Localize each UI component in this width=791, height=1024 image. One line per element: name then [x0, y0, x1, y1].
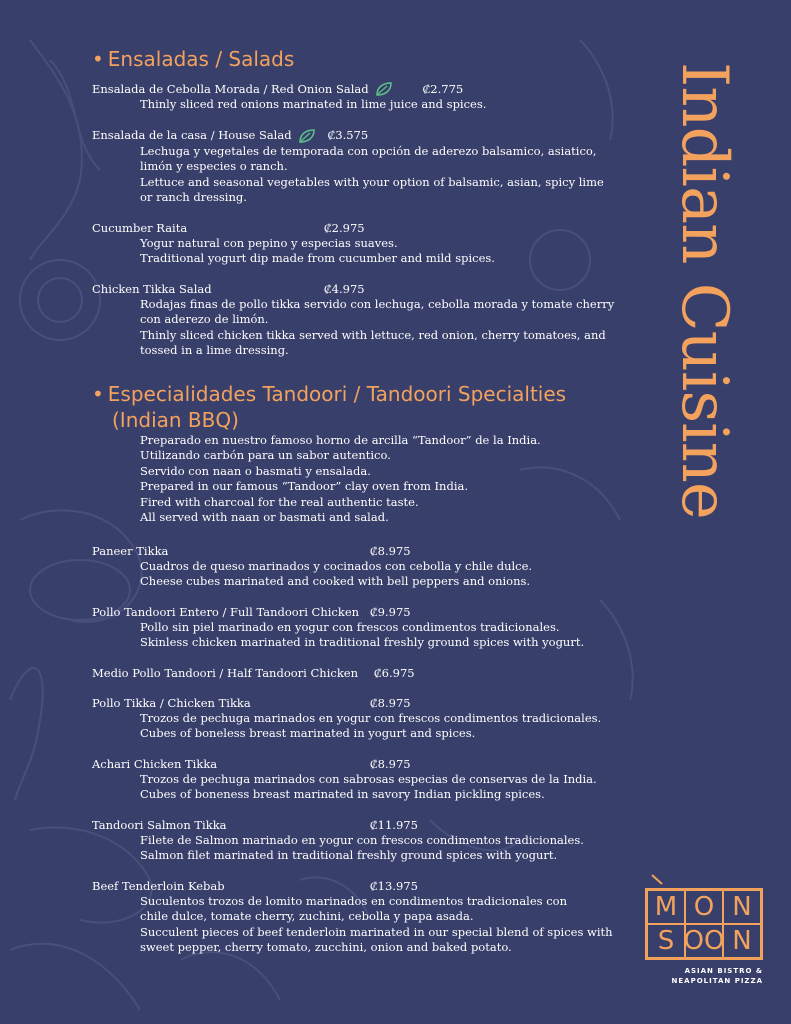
item-description — [92, 97, 622, 113]
item-price: ₡4.975 — [324, 281, 365, 296]
item-price: ₡8.975 — [370, 543, 411, 558]
menu-item — [92, 757, 622, 803]
menu-item — [92, 81, 622, 113]
item-name: Ensalada de Cebolla Morada / Red Onion Salad — [92, 81, 369, 96]
item-price: ₡8.975 — [370, 695, 411, 710]
leaf-icon — [298, 128, 316, 144]
description-line: Cheese cubes marinated and cooked with bell peppers and onions. — [140, 574, 531, 588]
description-line: Lechuga y vegetales de temporada con opción de aderezo balsamico, asiatico, — [140, 143, 597, 158]
description-line: Pollo sin piel marinado en yogur con frescos condimentos tradicionales. — [140, 619, 560, 634]
item-name: Chicken Tikka Salad — [92, 281, 212, 296]
logo-letter: O — [685, 890, 723, 924]
item-price: ₡2.975 — [324, 220, 365, 235]
menu-item — [92, 221, 622, 267]
intro-line: Servido con naan o basmati y ensalada. — [140, 463, 371, 478]
description-line: tossed in a lime dressing. — [140, 343, 289, 357]
item-description — [92, 144, 622, 206]
description-line: Trozos de pechuga marinados con sabrosas especias de conservas de la India. — [140, 771, 597, 786]
logo-accent-icon — [651, 874, 663, 886]
description-line: Cubes of boneness breast marinated in savory Indian pickling spices. — [140, 787, 545, 801]
item-name: Tandoori Salmon Tikka — [92, 817, 227, 832]
item-name: Medio Pollo Tandoori / Half Tandoori Chicken — [92, 665, 358, 680]
item-description — [92, 833, 622, 864]
description-line: Skinless chicken marinated in traditional freshly ground spices with yogurt. — [140, 635, 585, 649]
item-name: Pollo Tandoori Entero / Full Tandoori Chicken — [92, 604, 360, 619]
menu-item — [92, 666, 622, 681]
menu-item — [92, 605, 622, 651]
logo-tagline-line: NEAPOLITAN PIZZA — [671, 977, 763, 985]
description-line: Thinly sliced chicken tikka served with lettuce, red onion, cherry tomatoes, and — [140, 327, 606, 342]
menu-item — [92, 879, 622, 956]
tandoori-title: Especialidades Tandoori / Tandoori Specialties — [107, 381, 567, 406]
item-description — [92, 711, 622, 742]
item-name: Ensalada de la casa / House Salad — [92, 128, 292, 142]
description-line: Succulent pieces of beef tenderloin marinated in our special blend of spices with — [140, 924, 613, 939]
section-title-tandoori — [92, 381, 622, 433]
tandoori-intro — [92, 433, 622, 526]
intro-line: Fired with charcoal for the real authentic taste. — [140, 494, 419, 509]
description-line: or ranch dressing. — [140, 190, 247, 204]
logo-tagline — [645, 966, 763, 986]
description-line: Rodajas finas de pollo tikka servido con lechuga, cebolla morada y tomate cherry — [140, 296, 615, 311]
description-line: Traditional yogurt dip made from cucumber and mild spices. — [140, 251, 495, 265]
tandoori-subtitle: (Indian BBQ) — [112, 407, 239, 432]
item-description — [92, 894, 622, 956]
leaf-icon — [375, 81, 393, 97]
logo-grid — [645, 888, 763, 960]
description-line: Thinly sliced red onions marinated in lime juice and spices. — [140, 97, 487, 111]
item-name: Achari Chicken Tikka — [92, 756, 218, 771]
item-description — [92, 236, 622, 267]
logo-tagline-line: ASIAN BISTRO & — [684, 967, 763, 975]
menu-item — [92, 696, 622, 742]
item-description — [92, 772, 622, 803]
logo-letter: S — [647, 924, 685, 958]
item-price: ₡6.975 — [374, 665, 415, 680]
item-name: Beef Tenderloin Kebab — [92, 878, 225, 893]
item-name: Pollo Tikka / Chicken Tikka — [92, 695, 251, 710]
item-price: ₡2.775 — [422, 81, 464, 96]
description-line: Cubes of boneless breast marinated in yogurt and spices. — [140, 726, 476, 740]
intro-line: Prepared in our famous “Tandoor” clay oven from India. — [140, 479, 469, 493]
description-line: Yogur natural con pepino y especias suaves. — [140, 235, 398, 250]
item-name: Paneer Tikka — [92, 543, 169, 558]
item-price: ₡3.575 — [327, 128, 369, 142]
description-line: Salmon filet marinated in traditional freshly ground spices with yogurt. — [140, 848, 558, 862]
item-price: ₡13.975 — [370, 878, 418, 893]
logo-letter: N — [723, 890, 761, 924]
description-line: Filete de Salmon marinado en yogur con frescos condimentos tradicionales. — [140, 832, 584, 847]
item-description — [92, 620, 622, 651]
description-line: Suculentos trozos de lomito marinados en condimentos tradicionales con — [140, 893, 567, 908]
menu-item — [92, 128, 622, 206]
description-line: Cuadros de queso marinados y cocinados con cebolla y chile dulce. — [140, 558, 533, 573]
menu-item — [92, 282, 622, 359]
intro-line: Utilizando carbón para un sabor autentico. — [140, 448, 391, 462]
bullet-icon: • — [92, 47, 104, 71]
description-line: Lettuce and seasonal vegetables with your option of balsamic, asian, spicy lime — [140, 174, 604, 189]
item-name: Cucumber Raita — [92, 220, 188, 235]
logo-letter — [685, 924, 723, 958]
logo-letter-part: O — [704, 926, 725, 956]
logo-letter-part: O — [683, 926, 704, 956]
item-description — [92, 559, 622, 590]
section-title-salads — [92, 46, 622, 72]
intro-line: Preparado en nuestro famoso horno de arcilla “Tandoor” de la India. — [140, 432, 541, 447]
salads-title: Ensaladas / Salads — [107, 47, 295, 71]
item-price: ₡8.975 — [370, 756, 411, 771]
menu-content — [92, 46, 622, 971]
logo-letter: N — [723, 924, 761, 958]
menu-item — [92, 818, 622, 864]
item-description — [92, 297, 622, 359]
description-line: chile dulce, tomate cherry, zuchini, cebolla y papa asada. — [140, 909, 474, 923]
menu-item — [92, 544, 622, 590]
description-line: sweet pepper, cherry tomato, zucchini, onion and baked potato. — [140, 940, 512, 954]
item-price: ₡11.975 — [370, 817, 418, 832]
description-line: limón y especies o ranch. — [140, 159, 288, 173]
description-line: con aderezo de limón. — [140, 312, 269, 326]
bullet-icon: • — [92, 381, 104, 406]
description-line: Trozos de pechuga marinados en yogur con frescos condimentos tradicionales. — [140, 710, 602, 725]
item-price: ₡9.975 — [370, 604, 411, 619]
cuisine-title: Indian Cuisine — [667, 62, 741, 519]
intro-line: All served with naan or basmati and salad. — [140, 510, 389, 524]
logo-letter: M — [647, 890, 685, 924]
monsoon-logo — [645, 888, 765, 986]
